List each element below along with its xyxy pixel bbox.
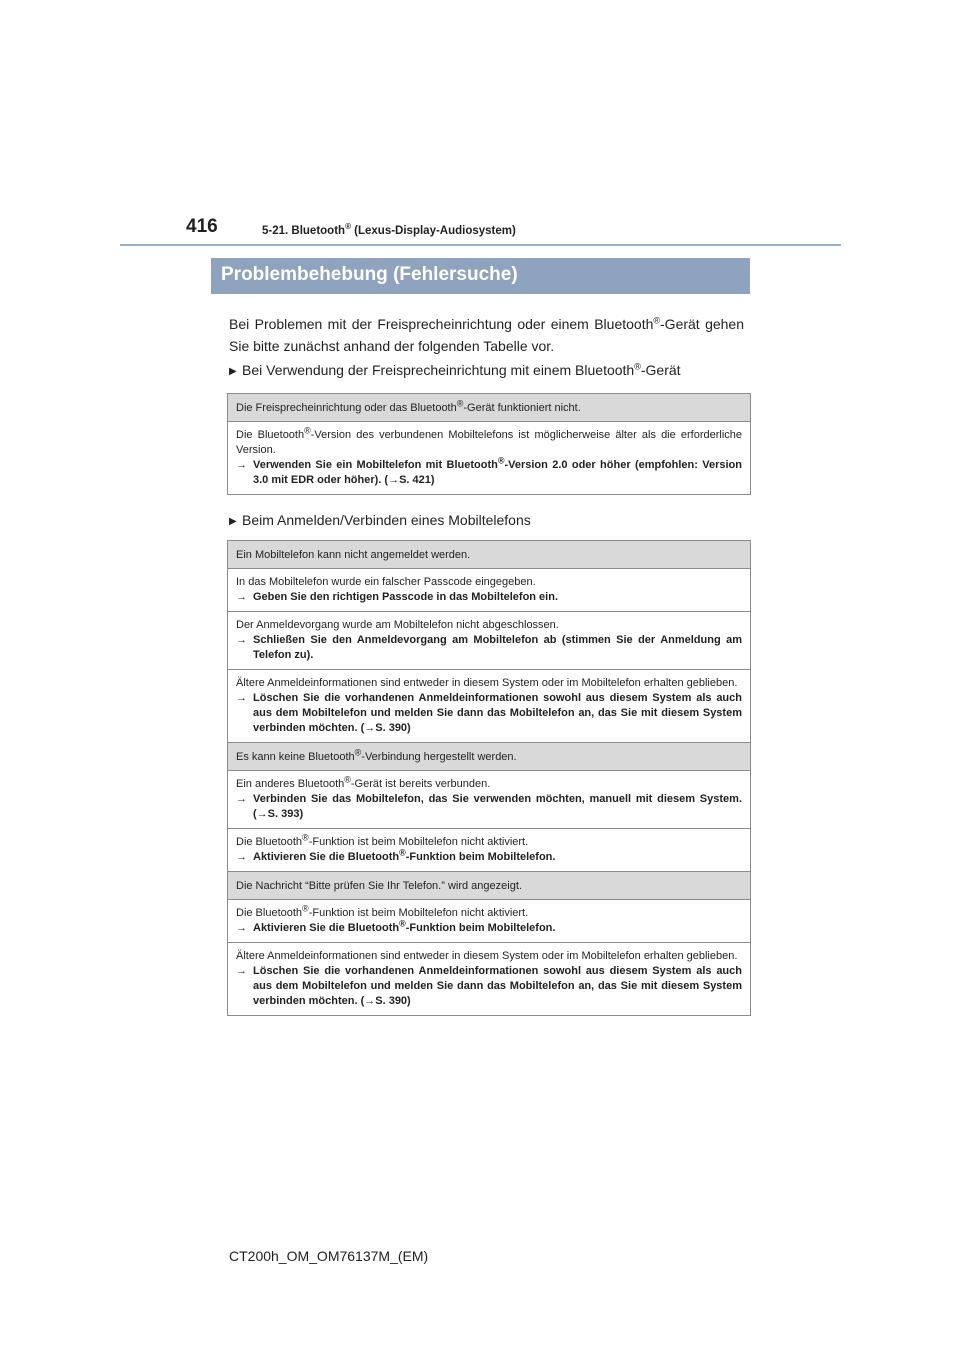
remedy-text: → Schließen Sie den Anmeldevorgang am Mobiltelefon ab (stimmen Sie der Anmeldung am Telefon zu). xyxy=(236,634,742,661)
symptom-text: Ein Mobiltelefon kann nicht angemeldet werden. xyxy=(236,549,471,561)
page-title: Problembehebung (Fehlersuche) xyxy=(221,264,518,285)
bullet-text: -Gerät xyxy=(640,362,681,378)
table-header-row xyxy=(228,394,750,422)
arrow-right-icon: → xyxy=(236,591,247,603)
page-number: 416 xyxy=(186,216,218,237)
intro-paragraph xyxy=(229,313,744,357)
arrow-right-icon: → xyxy=(364,722,376,734)
cause-text: Die Bluetooth®-Funktion ist beim Mobiltelefon nicht aktiviert. xyxy=(236,832,529,848)
table-row xyxy=(228,771,750,829)
registered-mark: ® xyxy=(634,361,641,372)
arrow-right-icon: → xyxy=(236,634,247,646)
bullet-heading-pairing xyxy=(229,510,531,532)
registered-mark: ® xyxy=(653,315,661,326)
cause-text: Ältere Anmeldeinformationen sind entweder in diesem System oder im Mobiltelefon erhalten geblieben. xyxy=(236,950,738,962)
symptom-text: Es kann keine Bluetooth xyxy=(236,751,355,763)
symptom-text: Die Nachricht “Bitte prüfen Sie Ihr Telefon.” wird angezeigt. xyxy=(236,880,522,892)
cause-text: Der Anmeldevorgang wurde am Mobiltelefon nicht abgeschlossen. xyxy=(236,619,559,631)
remedy-text: → Verbinden Sie das Mobiltelefon, das Sie verwenden möchten, manuell mit diesem System. (→S. 393) xyxy=(236,793,742,820)
arrow-right-icon: → xyxy=(236,692,247,704)
symptom-text: -Verbindung hergestellt werden. xyxy=(361,751,517,763)
remedy-text: → Geben Sie den richtigen Passcode in das Mobiltelefon ein. xyxy=(236,591,559,603)
table-header-row xyxy=(228,541,750,569)
troubleshooting-table-handsfree xyxy=(227,393,751,495)
table-row xyxy=(228,422,750,495)
remedy-text: → Löschen Sie die vorhandenen Anmeldeinformationen sowohl aus diesem System als auch aus dem Mobiltelefon und melden Sie dann das Mobiltelefon an, das Sie mit diesem System verbinden möchten. (→S. 390) xyxy=(236,692,742,734)
symptom-text: Die Freisprecheinrichtung oder das Bluetooth xyxy=(236,402,457,414)
cause-text: Ältere Anmeldeinformationen sind entweder in diesem System oder im Mobiltelefon erhalten geblieben. xyxy=(236,677,738,689)
table-row xyxy=(228,670,750,743)
remedy-text: → Löschen Sie die vorhandenen Anmeldeinformationen sowohl aus diesem System als auch aus dem Mobiltelefon und melden Sie dann das Mobiltelefon an, das Sie mit diesem System verbinden möchten. (→S. 390) xyxy=(236,965,742,1007)
remedy-text: → Aktivieren Sie die Bluetooth®-Funktion beim Mobiltelefon. xyxy=(236,847,556,863)
registered-mark: ® xyxy=(345,222,351,231)
section-suffix: (Lexus-Display-Audiosystem) xyxy=(350,224,516,237)
table-row xyxy=(228,900,750,943)
table-row xyxy=(228,612,750,670)
triangle-bullet-icon: ▶ xyxy=(229,366,237,377)
registered-mark: ® xyxy=(354,747,362,758)
title-bar xyxy=(211,258,750,294)
page-reference[interactable]: S. 390) xyxy=(375,722,411,734)
header-rule xyxy=(120,244,841,246)
arrow-right-icon: → xyxy=(256,808,268,820)
cause-text: Ein anderes Bluetooth®-Gerät ist bereits verbunden. xyxy=(236,774,491,790)
table-header-row xyxy=(228,743,750,771)
arrow-right-icon: → xyxy=(388,474,400,486)
bullet-text: Bei Verwendung der Freisprecheinrichtung mit einem Bluetooth xyxy=(242,362,635,378)
page-reference[interactable]: S. 421) xyxy=(399,474,435,486)
arrow-right-icon: → xyxy=(236,851,247,863)
table-row xyxy=(228,569,750,612)
cause-text: In das Mobiltelefon wurde ein falscher Passcode eingegeben. xyxy=(236,576,536,588)
arrow-right-icon: → xyxy=(236,965,247,977)
bullet-text: Beim Anmelden/Verbinden eines Mobiltelefons xyxy=(242,512,531,528)
cause-text: Die Bluetooth®-Funktion ist beim Mobiltelefon nicht aktiviert. xyxy=(236,903,529,919)
remedy-text: → Aktivieren Sie die Bluetooth®-Funktion beim Mobiltelefon. xyxy=(236,918,556,934)
arrow-right-icon: → xyxy=(364,995,376,1007)
bullet-heading-handsfree xyxy=(229,360,681,382)
arrow-right-icon: → xyxy=(236,922,247,934)
table-row xyxy=(228,829,750,872)
section-prefix: 5-21. Bluetooth xyxy=(262,224,346,237)
intro-text: -Gerät gehen Sie bitte zunächst anhand der folgenden Tabelle vor. xyxy=(229,316,744,354)
registered-mark: ® xyxy=(456,398,464,409)
page-reference[interactable]: S. 390) xyxy=(375,995,411,1007)
arrow-right-icon: → xyxy=(236,793,247,805)
table-header-row xyxy=(228,872,750,900)
page-reference[interactable]: S. 393) xyxy=(267,808,304,820)
cause-text: Die Bluetooth®-Version des verbundenen Mobiltelefons ist möglicherweise älter als die erforderliche Version. xyxy=(236,425,742,456)
troubleshooting-table-pairing xyxy=(227,540,751,1016)
table-row xyxy=(228,943,750,1016)
document-code: CT200h_OM_OM76137M_(EM) xyxy=(229,1248,429,1264)
intro-text: Bei Problemen mit der Freisprecheinrichtung oder einem Bluetooth xyxy=(229,316,654,332)
section-label xyxy=(262,222,516,237)
remedy-text: → Verwenden Sie ein Mobiltelefon mit Bluetooth®-Version 2.0 oder höher (empfohlen: Version 3.0 mit EDR oder höher). (→S. 421) xyxy=(236,455,742,486)
arrow-right-icon: → xyxy=(236,459,247,471)
triangle-bullet-icon: ▶ xyxy=(229,516,237,527)
symptom-text: -Gerät funktioniert nicht. xyxy=(463,402,581,414)
